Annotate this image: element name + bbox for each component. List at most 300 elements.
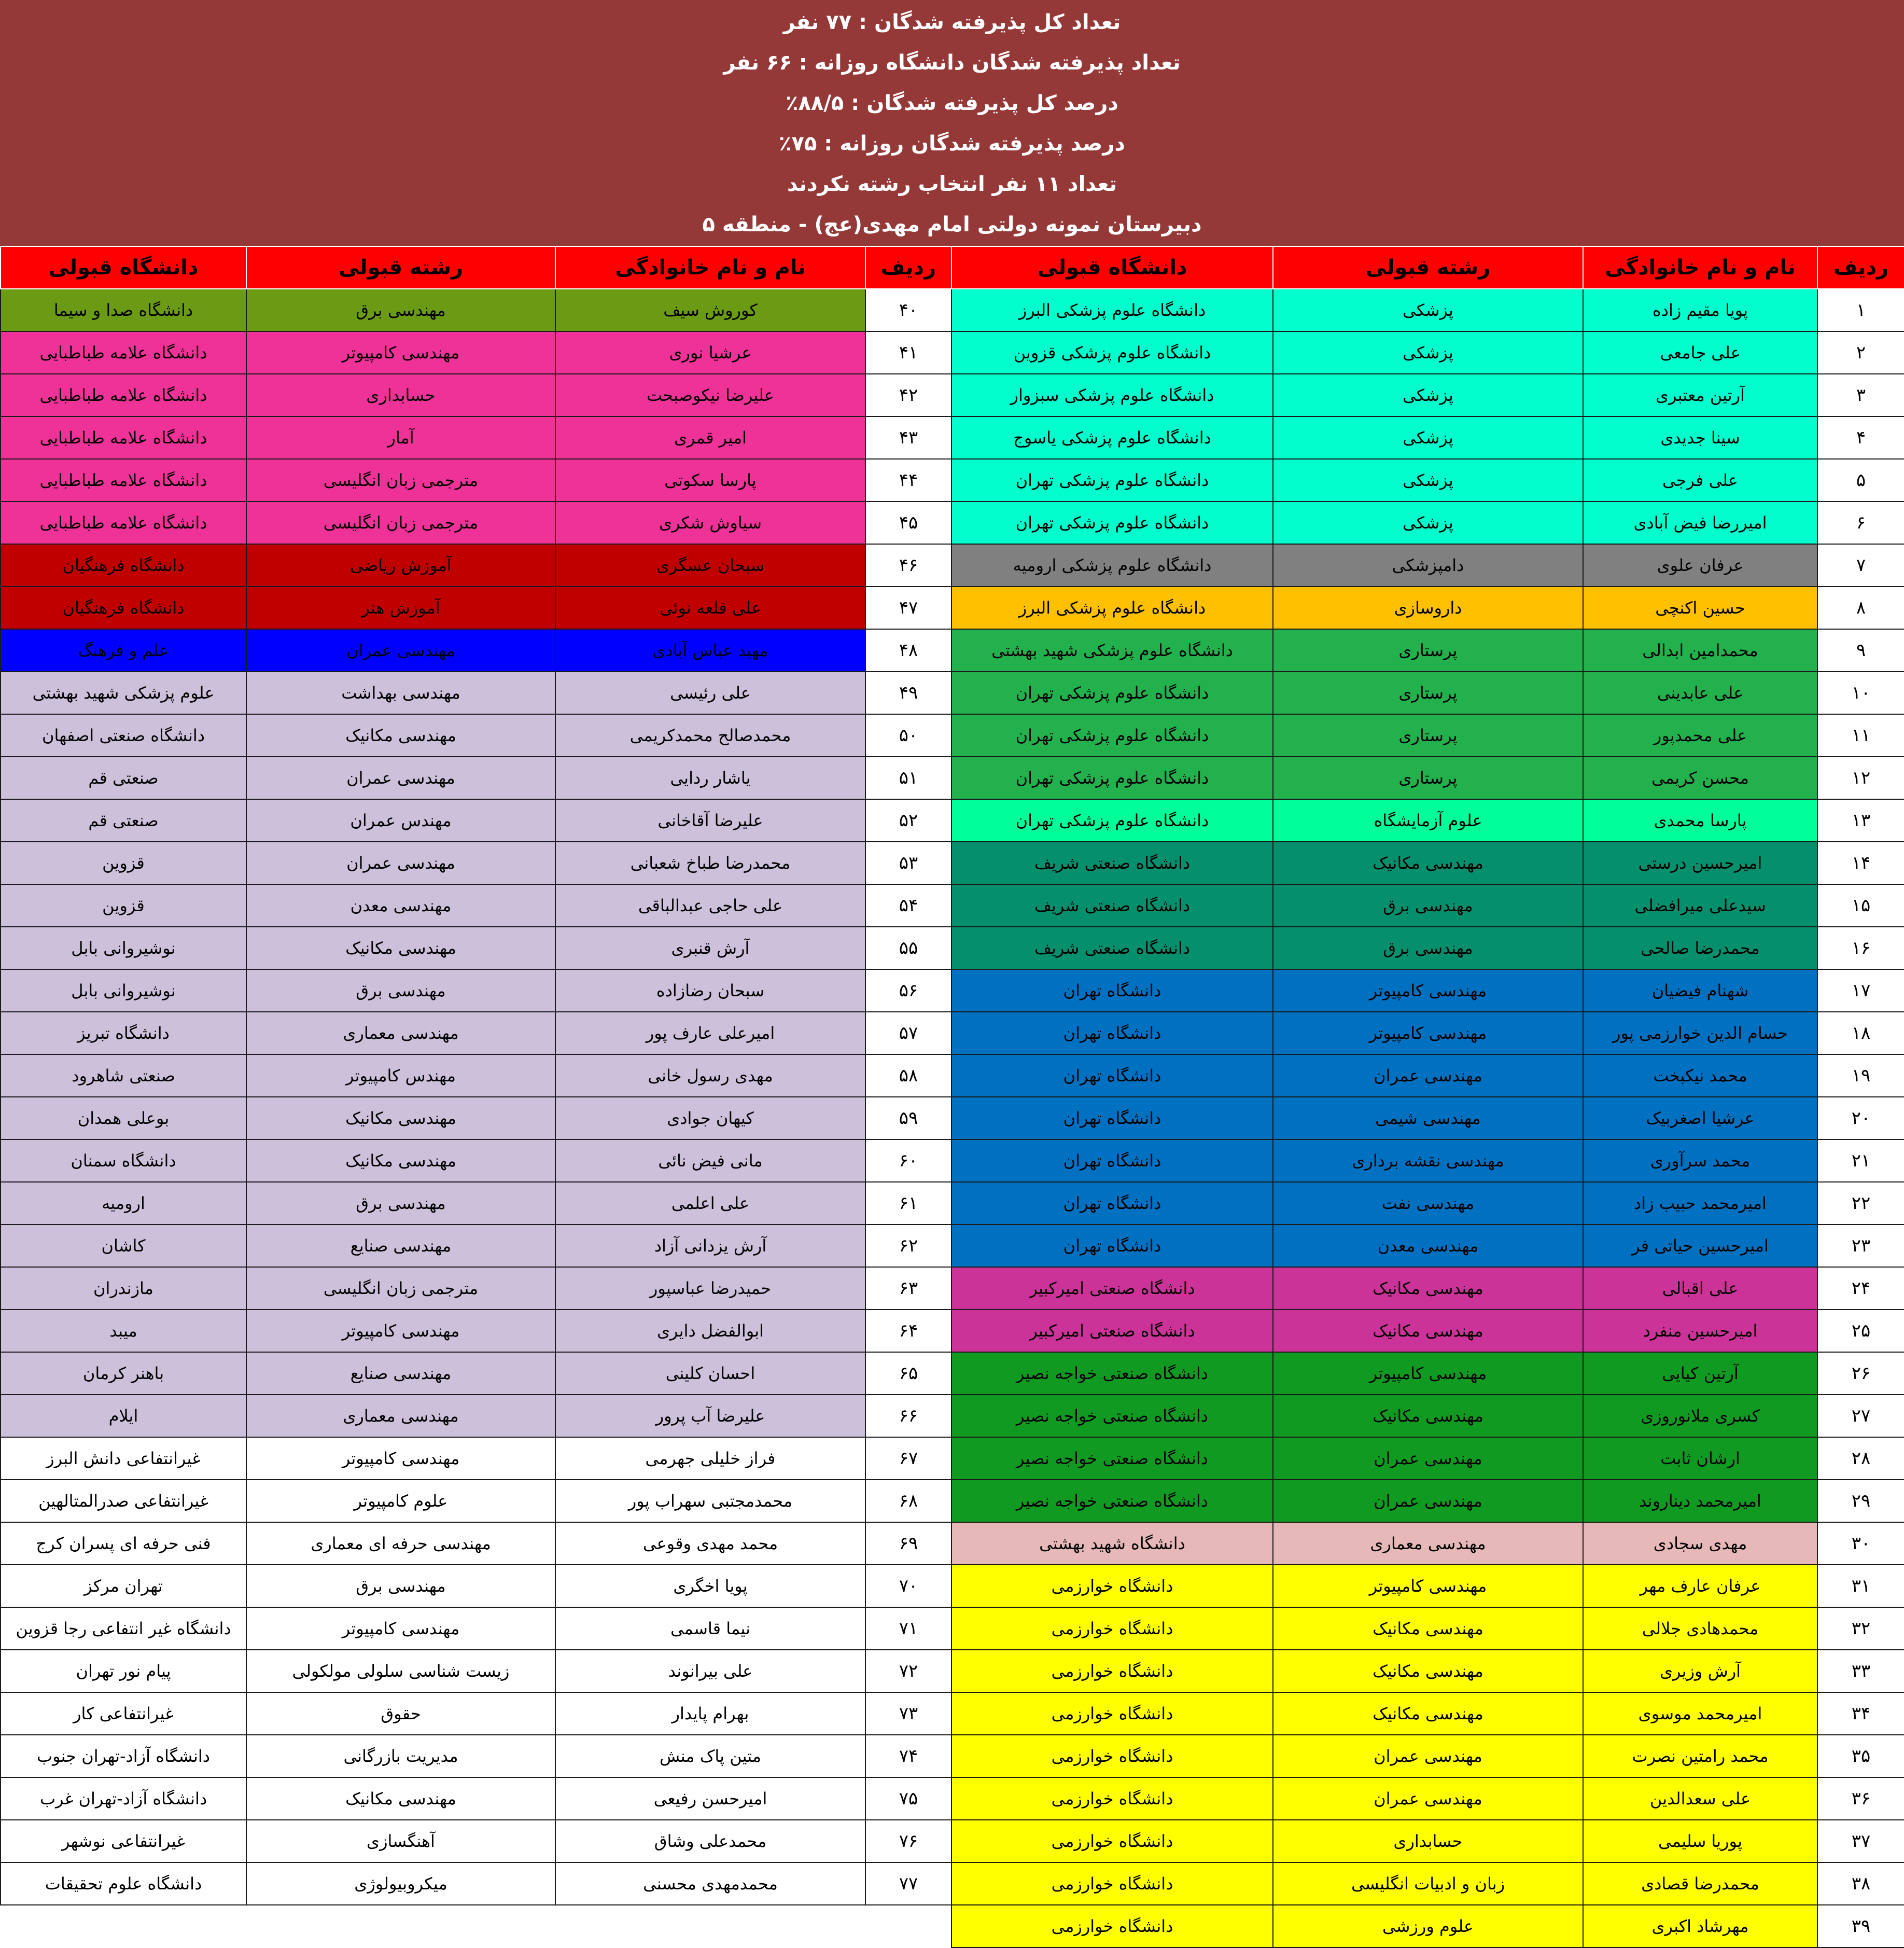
row-number-cell: ۳۶	[1817, 1777, 1904, 1820]
table-row	[951, 799, 1904, 842]
row-number-cell: ۸	[1817, 587, 1904, 629]
university-cell: غیرانتفاعی صدرالمتالهین	[1, 1480, 246, 1522]
row-number-cell: ۷۳	[865, 1692, 951, 1735]
student-name-cell: عرفان عارف مهر	[1583, 1565, 1817, 1607]
major-cell: میکروبیولوژی	[246, 1862, 555, 1905]
table-row	[951, 842, 1904, 884]
row-number-cell: ۷۱	[865, 1607, 951, 1650]
table-row	[951, 1267, 1904, 1310]
university-cell: دانشگاه خوارزمی	[951, 1650, 1273, 1692]
major-cell: مهندسی کامپیوتر	[246, 1310, 555, 1352]
column-header-row-number: ردیف	[1817, 246, 1904, 289]
student-name-cell: محمدرضا صالحی	[1583, 927, 1817, 969]
left-table-body	[1, 289, 951, 1905]
table-row	[1, 1862, 951, 1905]
row-number-cell: ۲۳	[1817, 1225, 1904, 1267]
table-row	[1, 1777, 951, 1820]
table-row	[1, 714, 951, 757]
major-cell: مهندسی مکانیک	[246, 1139, 555, 1182]
table-row	[1, 374, 951, 416]
student-name-cell: محمدصالح محمدکریمی	[555, 714, 865, 757]
row-number-cell: ۵۹	[865, 1097, 951, 1139]
university-cell: دانشگاه خوارزمی	[951, 1607, 1273, 1650]
row-number-cell: ۴۹	[865, 672, 951, 714]
major-cell: حسابداری	[246, 374, 555, 416]
student-name-cell: یاشار ردایی	[555, 757, 865, 799]
student-name-cell: کوروش سیف	[555, 289, 865, 331]
major-cell: مهندسی شیمی	[1273, 1097, 1583, 1139]
major-cell: مهندسی صنایع	[246, 1352, 555, 1395]
student-name-cell: سبحان رضازاده	[555, 969, 865, 1012]
major-cell: آهنگسازی	[246, 1820, 555, 1862]
row-number-cell: ۱۶	[1817, 927, 1904, 969]
student-name-cell: عرشیا اصغربیک	[1583, 1097, 1817, 1139]
student-name-cell: امیررضا فیض آبادی	[1583, 502, 1817, 544]
row-number-cell: ۴۵	[865, 502, 951, 544]
table-row	[951, 374, 1904, 416]
table-row	[1, 799, 951, 842]
row-number-cell: ۹	[1817, 629, 1904, 672]
row-number-cell: ۵۶	[865, 969, 951, 1012]
student-name-cell: امیرحسن رفیعی	[555, 1777, 865, 1820]
row-number-cell: ۴۴	[865, 459, 951, 502]
major-cell: پزشکی	[1273, 331, 1583, 374]
major-cell: مهندسی معماری	[1273, 1522, 1583, 1565]
table-row	[1, 1182, 951, 1225]
table-row	[951, 1310, 1904, 1352]
row-number-cell: ۷۶	[865, 1820, 951, 1862]
university-cell: دانشگاه تهران	[951, 1225, 1273, 1267]
row-number-cell: ۱۰	[1817, 672, 1904, 714]
major-cell: پرستاری	[1273, 672, 1583, 714]
major-cell: مهندسی مکانیک	[246, 714, 555, 757]
student-name-cell: کسری ملانوروزی	[1583, 1395, 1817, 1437]
daytime-admitted-line: تعداد پذیرفته شدگان دانشگاه روزانه : ۶۶ نفر	[723, 51, 1181, 75]
university-cell: دانشگاه علوم پزشکی تهران	[951, 714, 1273, 757]
major-cell: مهندسی حرفه ای معماری	[246, 1522, 555, 1565]
major-cell: مهندسی مکانیک	[1273, 1310, 1583, 1352]
row-number-cell: ۳	[1817, 374, 1904, 416]
student-name-cell: مهدی سجادی	[1583, 1522, 1817, 1565]
row-number-cell: ۶۰	[865, 1139, 951, 1182]
student-name-cell: کیهان جوادی	[555, 1097, 865, 1139]
student-name-cell: محمدرضا طباخ شعبانی	[555, 842, 865, 884]
table-row	[951, 672, 1904, 714]
no-selection-line: تعداد ۱۱ نفر انتخاب رشته نکردند	[787, 172, 1117, 196]
right-table-body	[951, 289, 1904, 1947]
student-name-cell: علیرضا آب پرور	[555, 1395, 865, 1437]
student-name-cell: آرش یزدانی آزاد	[555, 1225, 865, 1267]
university-cell: دانشگاه غیر انتفاعی رجا قزوین	[1, 1607, 246, 1650]
student-name-cell: پوریا سلیمی	[1583, 1820, 1817, 1862]
student-name-cell: امیرمحمد دیناروند	[1583, 1480, 1817, 1522]
table-row	[1, 1267, 951, 1310]
row-number-cell: ۵۱	[865, 757, 951, 799]
major-cell: مهندسی عمران	[246, 842, 555, 884]
table-row	[1, 672, 951, 714]
university-cell: تهران مرکز	[1, 1565, 246, 1607]
university-cell: دانشگاه فرهنگیان	[1, 587, 246, 629]
row-number-cell: ۳۷	[1817, 1820, 1904, 1862]
row-number-cell: ۴۳	[865, 416, 951, 459]
table-row	[1, 1820, 951, 1862]
student-name-cell: سبحان عسگری	[555, 544, 865, 587]
major-cell: مهندسی معماری	[246, 1012, 555, 1054]
table-row	[1, 1225, 951, 1267]
student-name-cell: ابوالفضل دایری	[555, 1310, 865, 1352]
row-number-cell: ۲۶	[1817, 1352, 1904, 1395]
university-cell: نوشیروانی بابل	[1, 969, 246, 1012]
university-cell: دانشگاه علوم پزشکی تهران	[951, 459, 1273, 502]
student-name-cell: محمد مهدی وقوعی	[555, 1522, 865, 1565]
table-row	[951, 331, 1904, 374]
major-cell: مهندسی مکانیک	[246, 1777, 555, 1820]
student-name-cell: علی اقبالی	[1583, 1267, 1817, 1310]
row-number-cell: ۲۵	[1817, 1310, 1904, 1352]
summary-header	[0, 0, 1904, 246]
university-cell: دانشگاه صنعتی امیرکبیر	[951, 1267, 1273, 1310]
student-name-cell: حسام الدین خوارزمی پور	[1583, 1012, 1817, 1054]
university-cell: دانشگاه علامه طباطبایی	[1, 459, 246, 502]
row-number-cell: ۶۷	[865, 1437, 951, 1480]
row-number-cell: ۵۳	[865, 842, 951, 884]
major-cell: علوم کامپیوتر	[246, 1480, 555, 1522]
table-row	[1, 927, 951, 969]
major-cell: مهندسی صنایع	[246, 1225, 555, 1267]
major-cell: پرستاری	[1273, 757, 1583, 799]
row-number-cell: ۴۸	[865, 629, 951, 672]
table-row	[1, 1352, 951, 1395]
student-name-cell: علی حاجی عبدالباقی	[555, 884, 865, 927]
university-cell: علوم پزشکی شهید بهشتی	[1, 672, 246, 714]
row-number-cell: ۶	[1817, 502, 1904, 544]
table-row	[951, 1437, 1904, 1480]
major-cell: زبان و ادبیات انگلیسی	[1273, 1862, 1583, 1905]
university-cell: دانشگاه خوارزمی	[951, 1905, 1273, 1947]
student-name-cell: آرش وزیری	[1583, 1650, 1817, 1692]
table-row	[951, 884, 1904, 927]
university-cell: دانشگاه خوارزمی	[951, 1565, 1273, 1607]
student-name-cell: علی محمدپور	[1583, 714, 1817, 757]
row-number-cell: ۱۱	[1817, 714, 1904, 757]
table-row	[951, 757, 1904, 799]
major-cell: علوم ورزشی	[1273, 1905, 1583, 1947]
university-cell: دانشگاه سمنان	[1, 1139, 246, 1182]
university-cell: ارومیه	[1, 1182, 246, 1225]
row-number-cell: ۶۵	[865, 1352, 951, 1395]
student-name-cell: علی بیرانوند	[555, 1650, 865, 1692]
row-number-cell: ۱۵	[1817, 884, 1904, 927]
student-name-cell: مهبد عباس آبادی	[555, 629, 865, 672]
row-number-cell: ۵۰	[865, 714, 951, 757]
major-cell: آموزش هنر	[246, 587, 555, 629]
university-cell: دانشگاه علوم پزشکی تهران	[951, 757, 1273, 799]
major-cell: مهندسی معدن	[246, 884, 555, 927]
major-cell: مهندسی کامپیوتر	[1273, 969, 1583, 1012]
row-number-cell: ۲۱	[1817, 1139, 1904, 1182]
university-cell: دانشگاه خوارزمی	[951, 1777, 1273, 1820]
student-name-cell: نیما قاسمی	[555, 1607, 865, 1650]
major-cell: مهندسی عمران	[246, 629, 555, 672]
table-row	[1, 1565, 951, 1607]
table-row	[951, 289, 1904, 331]
row-number-cell: ۷۴	[865, 1735, 951, 1777]
table-row	[1, 969, 951, 1012]
student-name-cell: احسان کلینی	[555, 1352, 865, 1395]
table-row	[1, 1480, 951, 1522]
table-row	[951, 1395, 1904, 1437]
student-name-cell: علی رئیسی	[555, 672, 865, 714]
table-row	[1, 1650, 951, 1692]
student-name-cell: امیرحسین منفرد	[1583, 1310, 1817, 1352]
student-name-cell: عرفان علوی	[1583, 544, 1817, 587]
row-number-cell: ۲۰	[1817, 1097, 1904, 1139]
major-cell: مهندسی نفت	[1273, 1182, 1583, 1225]
university-cell: ایلام	[1, 1395, 246, 1437]
table-row	[951, 1565, 1904, 1607]
major-cell: مهندسی عمران	[1273, 1054, 1583, 1097]
major-cell: داروسازی	[1273, 587, 1583, 629]
major-cell: مهندس کامپیوتر	[246, 1054, 555, 1097]
table-row	[951, 927, 1904, 969]
student-name-cell: آرش قنبری	[555, 927, 865, 969]
major-cell: حسابداری	[1273, 1820, 1583, 1862]
student-name-cell: حسین اکنچی	[1583, 587, 1817, 629]
major-cell: مهندسی بهداشت	[246, 672, 555, 714]
university-cell: دانشگاه خوارزمی	[951, 1692, 1273, 1735]
table-row	[951, 1777, 1904, 1820]
university-cell: دانشگاه خوارزمی	[951, 1862, 1273, 1905]
row-number-cell: ۳۳	[1817, 1650, 1904, 1692]
university-cell: دانشگاه صنعتی شریف	[951, 884, 1273, 927]
row-number-cell: ۱۴	[1817, 842, 1904, 884]
table-row	[1, 1054, 951, 1097]
row-number-cell: ۱۹	[1817, 1054, 1904, 1097]
row-number-cell: ۱	[1817, 289, 1904, 331]
university-cell: دانشگاه صدا و سیما	[1, 289, 246, 331]
university-cell: دانشگاه خوارزمی	[951, 1820, 1273, 1862]
student-name-cell: امیرحسین درستی	[1583, 842, 1817, 884]
major-cell: مهندسی معماری	[246, 1395, 555, 1437]
row-number-cell: ۶۱	[865, 1182, 951, 1225]
table-row	[951, 1139, 1904, 1182]
student-name-cell: حمیدرضا عباسپور	[555, 1267, 865, 1310]
university-cell: دانشگاه علامه طباطبایی	[1, 502, 246, 544]
table-row	[951, 544, 1904, 587]
university-cell: دانشگاه علوم پزشکی البرز	[951, 587, 1273, 629]
student-name-cell: محمدهادی جلالی	[1583, 1607, 1817, 1650]
university-cell: دانشگاه علوم پزشکی ارومیه	[951, 544, 1273, 587]
major-cell: مهندسی مکانیک	[1273, 1607, 1583, 1650]
university-cell: صنعتی قم	[1, 799, 246, 842]
row-number-cell: ۶۳	[865, 1267, 951, 1310]
university-cell: دانشگاه علوم پزشکی تهران	[951, 502, 1273, 544]
row-number-cell: ۳۲	[1817, 1607, 1904, 1650]
major-cell: مهندسی عمران	[246, 757, 555, 799]
major-cell: مهندسی نقشه برداری	[1273, 1139, 1583, 1182]
university-cell: دانشگاه صنعتی شریف	[951, 842, 1273, 884]
student-name-cell: آرتین کیایی	[1583, 1352, 1817, 1395]
major-cell: علوم آزمایشگاه	[1273, 799, 1583, 842]
university-cell: دانشگاه علوم پزشکی یاسوج	[951, 416, 1273, 459]
major-cell: مدیریت بازرگانی	[246, 1735, 555, 1777]
table-row	[1, 289, 951, 331]
major-cell: مهندسی عمران	[1273, 1735, 1583, 1777]
major-cell: مهندسی کامپیوتر	[246, 1437, 555, 1480]
university-cell: دانشگاه خوارزمی	[951, 1735, 1273, 1777]
row-number-cell: ۶۹	[865, 1522, 951, 1565]
university-cell: دانشگاه تهران	[951, 969, 1273, 1012]
table-row	[1, 1097, 951, 1139]
column-header-major: رشته قبولی	[1273, 246, 1583, 289]
student-name-cell: امیرعلی عارف پور	[555, 1012, 865, 1054]
table-row	[951, 1862, 1904, 1905]
student-name-cell: علیرضا آقاخانی	[555, 799, 865, 842]
major-cell: حقوق	[246, 1692, 555, 1735]
table-row	[1, 842, 951, 884]
row-number-cell: ۱۸	[1817, 1012, 1904, 1054]
row-number-cell: ۴۱	[865, 331, 951, 374]
student-name-cell: محمدمهدی محسنی	[555, 1862, 865, 1905]
major-cell: پزشکی	[1273, 502, 1583, 544]
university-cell: دانشگاه تهران	[951, 1139, 1273, 1182]
table-row	[951, 1905, 1904, 1947]
university-cell: دانشگاه تهران	[951, 1054, 1273, 1097]
student-name-cell: علی قلعه نوئی	[555, 587, 865, 629]
row-number-cell: ۵۸	[865, 1054, 951, 1097]
row-number-cell: ۴۰	[865, 289, 951, 331]
table-row	[1, 1395, 951, 1437]
student-name-cell: امیر قمری	[555, 416, 865, 459]
student-name-cell: محمد سرآوری	[1583, 1139, 1817, 1182]
table-row	[951, 1054, 1904, 1097]
major-cell: مهندسی مکانیک	[1273, 1395, 1583, 1437]
row-number-cell: ۷۰	[865, 1565, 951, 1607]
row-number-cell: ۴۷	[865, 587, 951, 629]
major-cell: مهندسی مکانیک	[1273, 842, 1583, 884]
major-cell: مهندسی کامپیوتر	[1273, 1352, 1583, 1395]
student-name-cell: علی سعدالدین	[1583, 1777, 1817, 1820]
column-header-row-number: ردیف	[865, 246, 951, 289]
column-header-name: نام و نام خانوادگی	[1583, 246, 1817, 289]
major-cell: مهندسی برق	[1273, 927, 1583, 969]
university-cell: دانشگاه علامه طباطبایی	[1, 416, 246, 459]
major-cell: مهندسی کامپیوتر	[1273, 1012, 1583, 1054]
row-number-cell: ۱۳	[1817, 799, 1904, 842]
table-row	[951, 459, 1904, 502]
student-name-cell: سیدعلی میرافضلی	[1583, 884, 1817, 927]
table-row	[1, 1012, 951, 1054]
row-number-cell: ۶۸	[865, 1480, 951, 1522]
table-row	[1, 331, 951, 374]
table-row	[951, 1012, 1904, 1054]
row-number-cell: ۳۵	[1817, 1735, 1904, 1777]
major-cell: مهندسی کامپیوتر	[246, 1607, 555, 1650]
table-row	[951, 1225, 1904, 1267]
table-row	[951, 1097, 1904, 1139]
table-row	[951, 1650, 1904, 1692]
university-cell: دانشگاه تهران	[951, 1012, 1273, 1054]
student-name-cell: علی اعلمی	[555, 1182, 865, 1225]
university-cell: دانشگاه فرهنگیان	[1, 544, 246, 587]
major-cell: پزشکی	[1273, 289, 1583, 331]
university-cell: دانشگاه علوم پزشکی البرز	[951, 289, 1273, 331]
row-number-cell: ۵۲	[865, 799, 951, 842]
major-cell: پرستاری	[1273, 714, 1583, 757]
student-name-cell: امیرمحمد حبیب زاد	[1583, 1182, 1817, 1225]
major-cell: مهندسی برق	[246, 1182, 555, 1225]
university-cell: دانشگاه آزاد-تهران غرب	[1, 1777, 246, 1820]
row-number-cell: ۳۸	[1817, 1862, 1904, 1905]
student-name-cell: مهدی رسول خانی	[555, 1054, 865, 1097]
table-row	[1, 1139, 951, 1182]
university-cell: دانشگاه صنعتی شریف	[951, 927, 1273, 969]
major-cell: پزشکی	[1273, 374, 1583, 416]
table-row	[1, 544, 951, 587]
row-number-cell: ۲۲	[1817, 1182, 1904, 1225]
table-row	[951, 1607, 1904, 1650]
row-number-cell: ۶۴	[865, 1310, 951, 1352]
column-header-row	[1, 246, 951, 289]
row-number-cell: ۱۲	[1817, 757, 1904, 799]
table-row	[951, 1692, 1904, 1735]
university-cell: قزوین	[1, 884, 246, 927]
table-row	[1, 884, 951, 927]
row-number-cell: ۶۲	[865, 1225, 951, 1267]
university-cell: میبد	[1, 1310, 246, 1352]
results-table-right	[951, 246, 1904, 1948]
student-name-cell: علی فرجی	[1583, 459, 1817, 502]
university-cell: باهنر کرمان	[1, 1352, 246, 1395]
major-cell: پزشکی	[1273, 416, 1583, 459]
table-row	[1, 629, 951, 672]
student-name-cell: محمدامین ابدالی	[1583, 629, 1817, 672]
major-cell: مهندس عمران	[246, 799, 555, 842]
major-cell: مهندسی مکانیک	[1273, 1650, 1583, 1692]
major-cell: مهندسی برق	[246, 289, 555, 331]
student-name-cell: پویا اخگری	[555, 1565, 865, 1607]
major-cell: مهندسی مکانیک	[246, 1097, 555, 1139]
row-number-cell: ۳۰	[1817, 1522, 1904, 1565]
student-name-cell: امیرمحمد موسوی	[1583, 1692, 1817, 1735]
column-header-name: نام و نام خانوادگی	[555, 246, 865, 289]
university-cell: دانشگاه صنعتی خواجه نصیر	[951, 1352, 1273, 1395]
major-cell: مهندسی عمران	[1273, 1777, 1583, 1820]
student-name-cell: علی عابدینی	[1583, 672, 1817, 714]
student-name-cell: مانی فیض نائی	[555, 1139, 865, 1182]
row-number-cell: ۱۷	[1817, 969, 1904, 1012]
university-cell: دانشگاه علوم پزشکی تهران	[951, 799, 1273, 842]
table-row	[951, 714, 1904, 757]
row-number-cell: ۲۹	[1817, 1480, 1904, 1522]
major-cell: دامپزشکی	[1273, 544, 1583, 587]
major-cell: آمار	[246, 416, 555, 459]
university-cell: دانشگاه تهران	[951, 1097, 1273, 1139]
row-number-cell: ۷۲	[865, 1650, 951, 1692]
table-row	[951, 502, 1904, 544]
student-name-cell: پارسا سکوتی	[555, 459, 865, 502]
total-admitted-line: تعداد کل پذیرفته شدگان : ۷۷ نفر	[783, 10, 1121, 34]
row-number-cell: ۵۴	[865, 884, 951, 927]
student-name-cell: پارسا محمدی	[1583, 799, 1817, 842]
university-cell: بوعلی همدان	[1, 1097, 246, 1139]
student-name-cell: محمد رامتین نصرت	[1583, 1735, 1817, 1777]
row-number-cell: ۴	[1817, 416, 1904, 459]
university-cell: علم و فرهنگ	[1, 629, 246, 672]
row-number-cell: ۲۷	[1817, 1395, 1904, 1437]
university-cell: قزوین	[1, 842, 246, 884]
major-cell: زیست شناسی سلولی مولکولی	[246, 1650, 555, 1692]
